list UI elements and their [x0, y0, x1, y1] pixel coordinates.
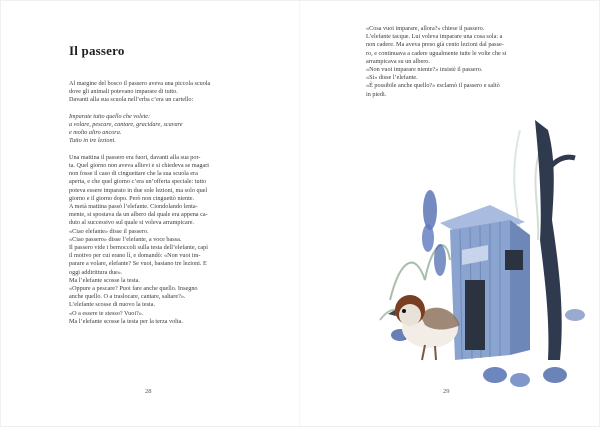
text-line: anche quello. O a traslocare, cantare, saltare?».: [69, 293, 186, 301]
text-line: ro, e continuava a cadere ugualmente tutte le volte che si: [366, 49, 507, 57]
text-line: poteva essere imparato in due sole lezioni, ma solo quel: [69, 186, 208, 194]
text-line: mente, si spostava da un albero dal quale era appena ca-: [69, 211, 208, 219]
text-line: L’elefante tacque. Lui voleva imparare una cosa sola: a: [366, 33, 503, 41]
text-line: Tutto in tre lezioni.: [69, 137, 116, 145]
text-line: non cadere. Ma aveva preso già cento lezioni dal passe-: [366, 41, 504, 49]
text-line: Al margine del bosco il passero aveva una piccola scuola: [69, 80, 211, 87]
left-page-text: [69, 80, 269, 326]
ground-foliage: [483, 367, 567, 387]
text-line: «Sì» disse l’elefante.: [366, 74, 418, 82]
tree: [535, 120, 575, 360]
text-line: parare a volare, elefante? Se vuoi, bastano tre lezioni. E: [69, 260, 207, 268]
text-line: «Oppure a pescare? Puoi fare anche quello. Insegno: [69, 285, 198, 293]
text-line: arrampicava su un albero.: [366, 57, 430, 65]
text-line: A metà mattina passò l’elefante. Ciondolando lenta-: [69, 203, 198, 211]
right-page-text: [366, 25, 556, 99]
text-line: Una mattina il passero era fuori, davanti alla sua por-: [69, 153, 201, 161]
text-line: in piedi.: [366, 90, 387, 98]
text-line: a volare, pescare, cantare, gracidare, scavare: [69, 121, 183, 128]
text-line: «Cosa vuoi imparare, allora?» chiese il passero.: [366, 25, 485, 32]
text-line: Ma l’elefante scosse la testa.: [69, 276, 140, 284]
text-line: duto al successivo sul quale si voleva arrampicare.: [69, 219, 195, 227]
sparrow: [388, 295, 460, 360]
right-page: [300, 0, 600, 427]
text-line: L’elefante scosse di nuovo la testa.: [69, 301, 156, 309]
text-line: aperta, e che quel giorno c’era un’offerta speciale: tutto: [69, 178, 207, 186]
text-line: ta. Quel giorno non aveva allievi e si chiedeva se magari: [69, 162, 210, 169]
sparrow-shed-illustration: [370, 110, 600, 400]
text-line: «O a essere te stesso? Vuoi?».: [69, 309, 144, 317]
text-line: [69, 105, 269, 113]
page-number-right: 29: [443, 388, 450, 395]
text-line: «È possibile anche quello?» esclamò il passero e saltò: [366, 82, 500, 90]
text-line: Ma l’elefante scosse la testa per la terza volta.: [69, 317, 183, 325]
text-line: oggi addirittura due».: [69, 268, 123, 276]
text-line: Davanti alla sua scuola nell’erba c’era un cartello:: [69, 96, 194, 104]
text-line: Il passero vide i bernoccoli sulla testa dell’elefante, capì: [69, 244, 208, 252]
text-line: [69, 146, 269, 154]
text-line: dove gli animali potevano imparare di tutto.: [69, 88, 178, 96]
page-number-left: 28: [145, 388, 152, 395]
text-line: non fosse il caso di cinguettare che la sua scuola era: [69, 170, 198, 178]
text-line: «Ciao elefante» disse il passero.: [69, 227, 149, 235]
text-line: «Non vuoi imparare niente?» insistè il passero.: [366, 66, 483, 74]
page-title: Il passero: [69, 43, 125, 58]
text-line: il motivo per cui erano lì, e domandò: «Non vuoi im-: [69, 252, 201, 260]
text-line: «Ciao passero» disse l’elefante, a voce bassa.: [69, 235, 182, 243]
text-line: giorno e il giorno dopo. Però non cinguettò niente.: [69, 194, 195, 202]
text-line: e molto altro ancora.: [69, 129, 122, 137]
text-line: Imparate tutto quello che volete:: [69, 112, 151, 120]
